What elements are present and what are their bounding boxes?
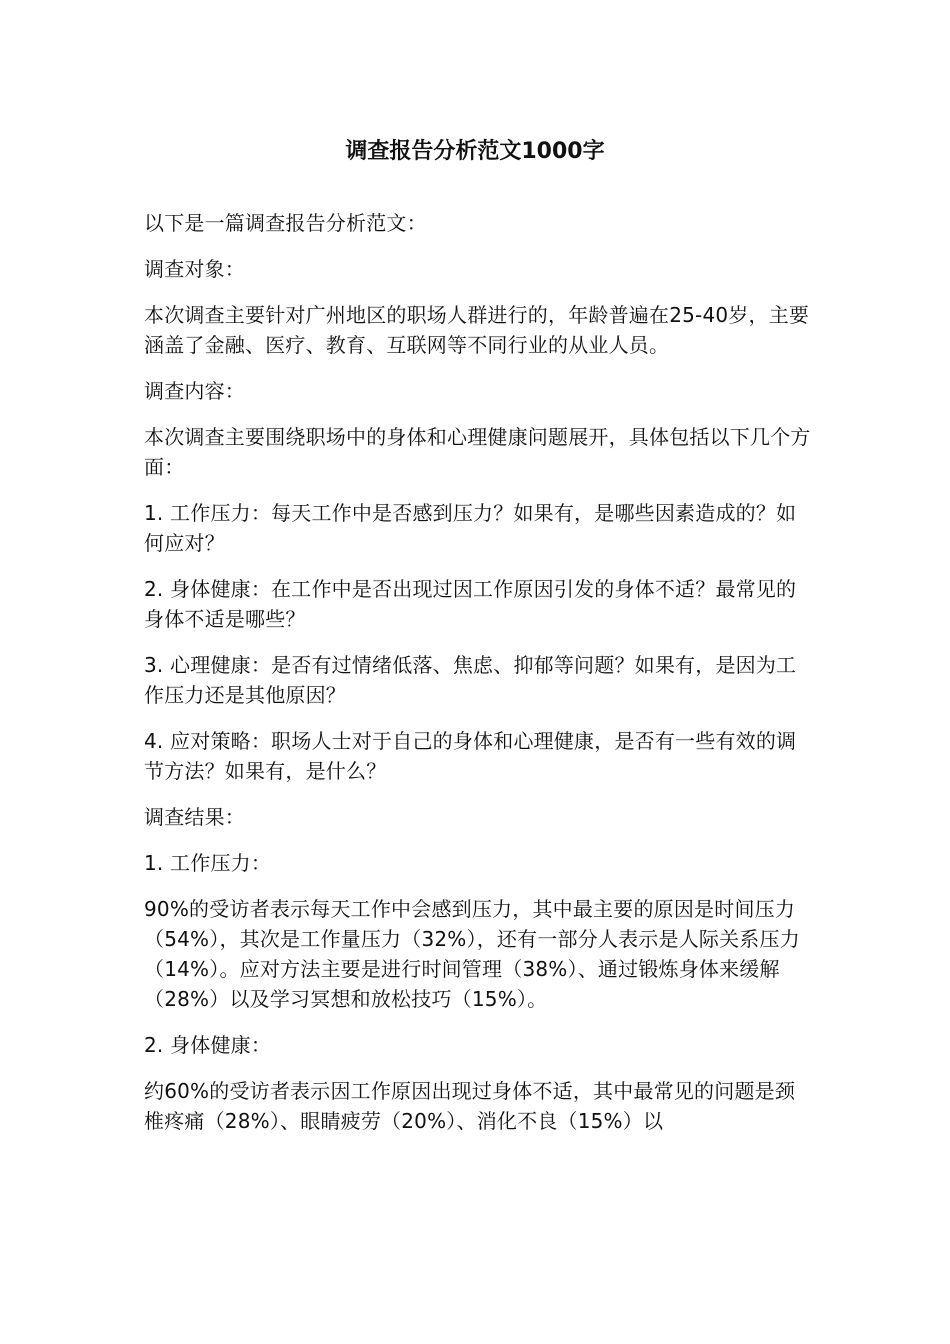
paragraph-result-work-pressure: 90%的受访者表示每天工作中会感到压力，其中最主要的原因是时间压力（54%），其次是工作量压力（32%），还有一部分人表示是人际关系压力（14%）。应对方法主要是进行时间管理（38%）、通过锻炼身体来缓解（28%）以及学习冥想和放松技巧（15%）。 [144, 897, 800, 1011]
heading-result-physical-health: 2. 身体健康： [144, 1033, 272, 1057]
list-item-work-pressure: 1. 工作压力：每天工作中是否感到压力？如果有，是哪些因素造成的？如何应对？ [144, 501, 797, 555]
heading-survey-results: 调查结果： [144, 805, 245, 829]
paragraph-survey-content: 本次调查主要围绕职场中的身体和心理健康问题展开，具体包括以下几个方面： [144, 425, 811, 479]
heading-result-work-pressure: 1. 工作压力： [144, 851, 272, 875]
paragraph-intro: 以下是一篇调查报告分析范文： [144, 211, 427, 235]
list-item-mental-health: 3. 心理健康：是否有过情绪低落、焦虑、抑郁等问题？如果有，是因为工作压力还是其他原因？ [144, 653, 797, 707]
list-item-physical-health: 2. 身体健康：在工作中是否出现过因工作原因引发的身体不适？最常见的身体不适是哪些？ [144, 577, 797, 631]
document-body [144, 208, 812, 1152]
list-item-coping-strategies: 4. 应对策略：职场人士对于自己的身体和心理健康，是否有一些有效的调节方法？如果有，是什么？ [144, 729, 797, 783]
heading-survey-subjects: 调查对象： [144, 257, 245, 281]
paragraph-result-physical-health: 约60%的受访者表示因工作原因出现过身体不适，其中最常见的问题是颈椎疼痛（28%）、眼睛疲劳（20%）、消化不良（15%）以 [144, 1079, 796, 1133]
paragraph-survey-subjects: 本次调查主要针对广州地区的职场人群进行的，年龄普遍在25-40岁，主要涵盖了金融、医疗、教育、互联网等不同行业的从业人员。 [144, 303, 810, 357]
document-title: 调查报告分析范文1000字 [345, 139, 605, 164]
heading-survey-content: 调查内容： [144, 379, 245, 403]
